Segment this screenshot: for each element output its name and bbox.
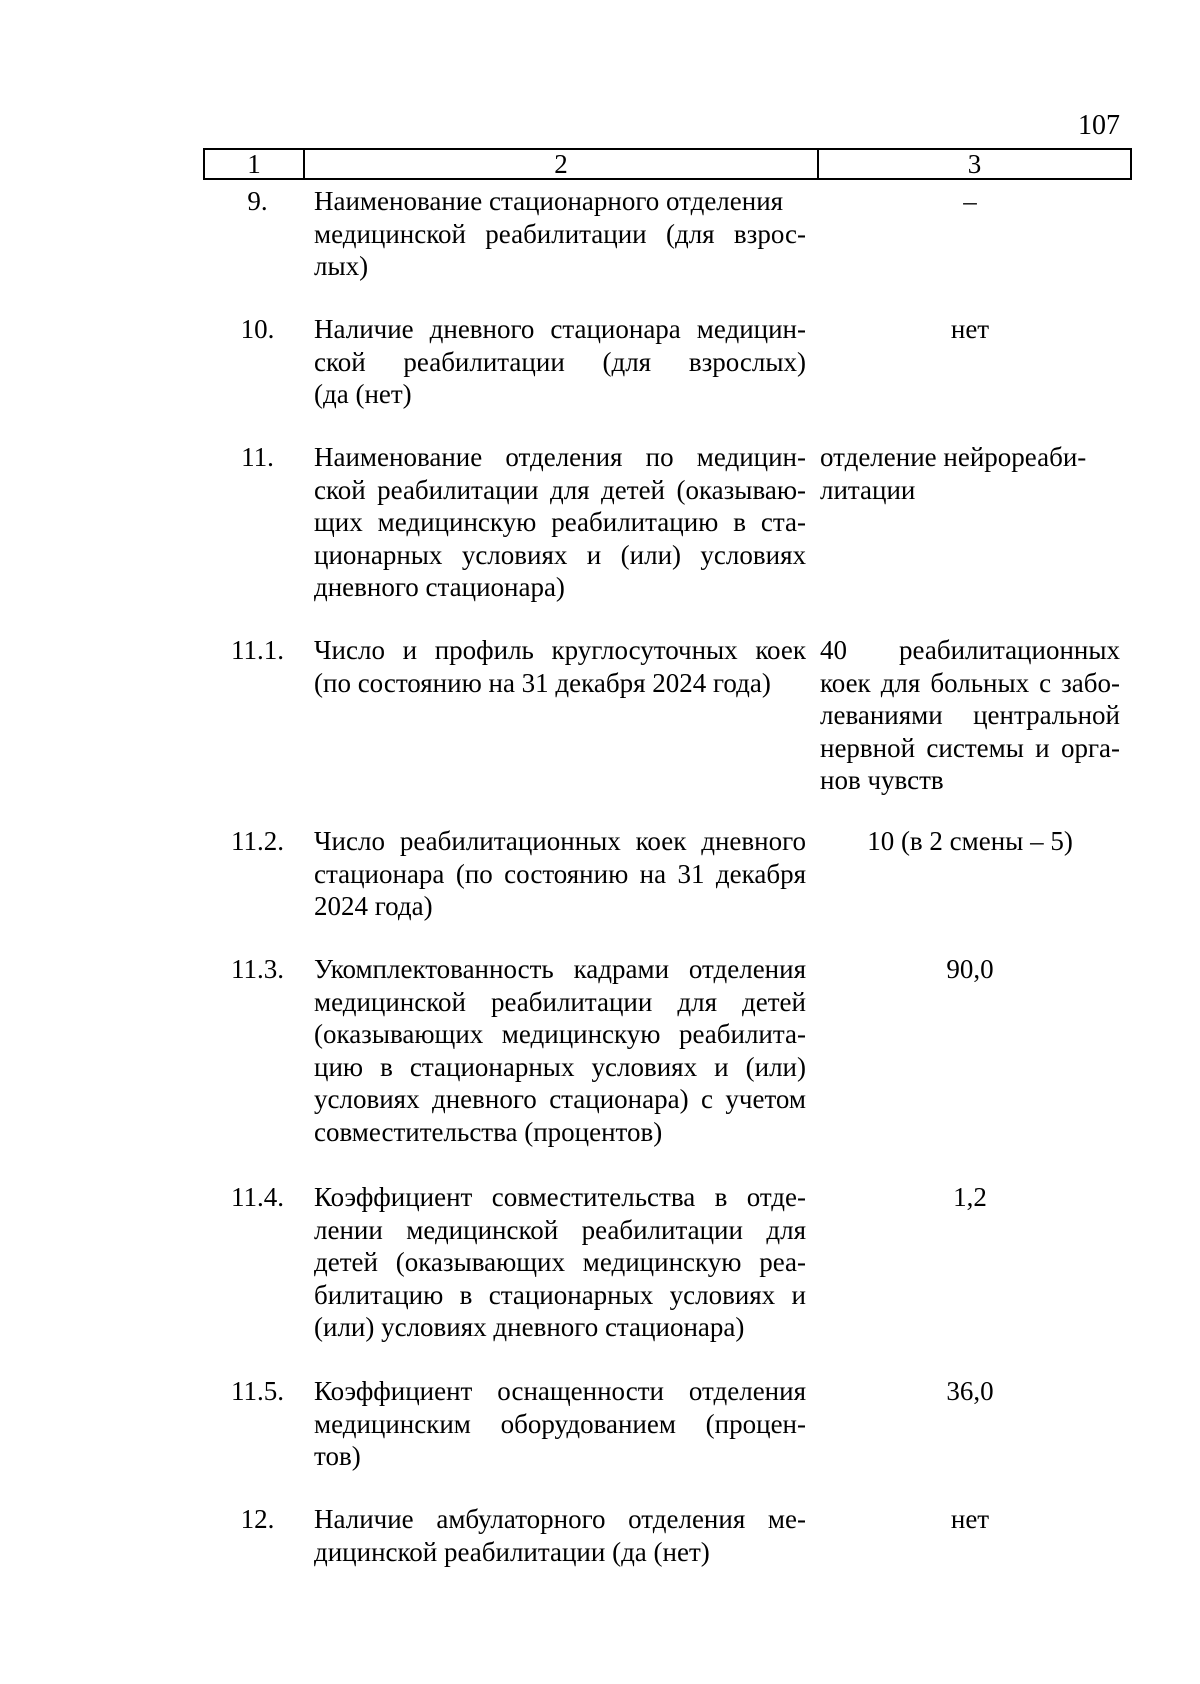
row-value	[820, 313, 1120, 346]
row-value	[820, 634, 1120, 797]
row-number: 11.4.	[231, 1182, 284, 1212]
description-line: Число и профиль круглосуточных коек	[314, 635, 806, 665]
description-line: Наименование стационарного отделения	[314, 186, 784, 216]
row-number: 11.5.	[231, 1376, 284, 1406]
description-line: (да (нет)	[314, 379, 412, 409]
value-line: 90,0	[946, 954, 994, 984]
value-line: литации	[820, 474, 916, 505]
description-line: Коэффициент совместительства в отде-	[314, 1182, 806, 1212]
value-line: коек для больных с забо-	[820, 667, 1120, 698]
value-line: 10 (в 2 смены – 5)	[867, 826, 1073, 856]
description-line: детей (оказывающих медицинскую реа-	[314, 1247, 806, 1277]
description-line: 2024 года)	[314, 891, 433, 921]
row-number: 12.	[240, 1504, 275, 1534]
page-number: 107	[1078, 110, 1120, 141]
description-line: Число реабилитационных коек дневного	[314, 826, 806, 856]
description-line: щих медицинскую реабилитацию в ста-	[314, 507, 806, 537]
description-line: дицинской реабилитации (да (нет)	[314, 1536, 710, 1567]
value-line: –	[963, 186, 977, 216]
row-description	[314, 185, 806, 283]
description-line: (по состоянию на 31 декабря 2024 года)	[314, 667, 771, 698]
description-line: совместительства (процентов)	[314, 1116, 663, 1147]
row-description	[314, 441, 806, 604]
header-col-2: 2	[305, 150, 819, 178]
description-line: медицинской реабилитации для детей	[314, 986, 806, 1017]
description-line: ской реабилитации для детей (оказываю-	[314, 474, 806, 505]
description-line: Укомплектованность кадрами отделения	[314, 954, 806, 984]
table-header-row	[203, 148, 1132, 180]
description-line: медицинским оборудованием (процен-	[314, 1408, 806, 1439]
row-description	[314, 1503, 806, 1568]
value-line: 36,0	[946, 1376, 994, 1406]
value-line: нет	[950, 314, 990, 344]
description-line: лении медицинской реабилитации для	[314, 1214, 806, 1245]
description-line: Наличие дневного стационара медицин-	[314, 314, 806, 344]
description-line: условиях дневного стационара) с учетом	[314, 1084, 806, 1114]
header-col-3: 3	[967, 149, 982, 179]
description-line: лых)	[314, 251, 369, 281]
row-value	[820, 1181, 1120, 1214]
row-description	[314, 953, 806, 1148]
row-description	[314, 825, 806, 923]
row-number: 10.	[240, 314, 275, 344]
row-description	[314, 1375, 806, 1473]
value-line: леваниями центральной	[820, 700, 1120, 730]
row-number: 11.3.	[231, 954, 284, 984]
description-line: тов)	[314, 1441, 361, 1471]
description-line: ционарных условиях и (или) условиях	[314, 539, 806, 570]
description-line: медицинской реабилитации (для взрос-	[314, 218, 806, 249]
row-number: 11.1.	[231, 635, 284, 665]
row-value	[820, 825, 1120, 858]
description-line: цию в стационарных условиях и (или)	[314, 1051, 806, 1082]
description-line: стационара (по состоянию на 31 декабря	[314, 858, 806, 889]
value-line: нов чувств	[820, 765, 944, 795]
description-line: (или) условиях дневного стационара)	[314, 1312, 745, 1342]
row-value	[820, 953, 1120, 986]
row-value	[820, 1503, 1120, 1536]
value-line: 40 реабилитационных	[820, 635, 1120, 665]
header-col-1: 1	[205, 150, 305, 178]
description-line: Наличие амбулаторного отделения ме-	[314, 1504, 806, 1534]
value-line: нервной системы и орга-	[820, 732, 1120, 763]
description-line: (оказывающих медицинскую реабилита-	[314, 1019, 806, 1049]
row-description	[314, 634, 806, 699]
description-line: Коэффициент оснащенности отделения	[314, 1376, 806, 1406]
row-value	[820, 441, 1130, 506]
description-line: Наименование отделения по медицин-	[314, 442, 806, 472]
description-line: билитацию в стационарных условиях и	[314, 1279, 806, 1310]
row-description	[314, 1181, 806, 1344]
row-number: 11.	[241, 442, 274, 472]
value-line: 1,2	[953, 1182, 987, 1212]
description-line: дневного стационара)	[314, 572, 565, 602]
row-number: 11.2.	[231, 826, 284, 856]
value-line: отделение нейрореаби-	[820, 442, 1087, 472]
row-value	[820, 185, 1120, 218]
value-line: нет	[950, 1504, 990, 1534]
row-description	[314, 313, 806, 411]
row-value	[820, 1375, 1120, 1408]
row-number: 9.	[247, 186, 268, 216]
description-line: ской реабилитации (для взрослых)	[314, 346, 806, 377]
